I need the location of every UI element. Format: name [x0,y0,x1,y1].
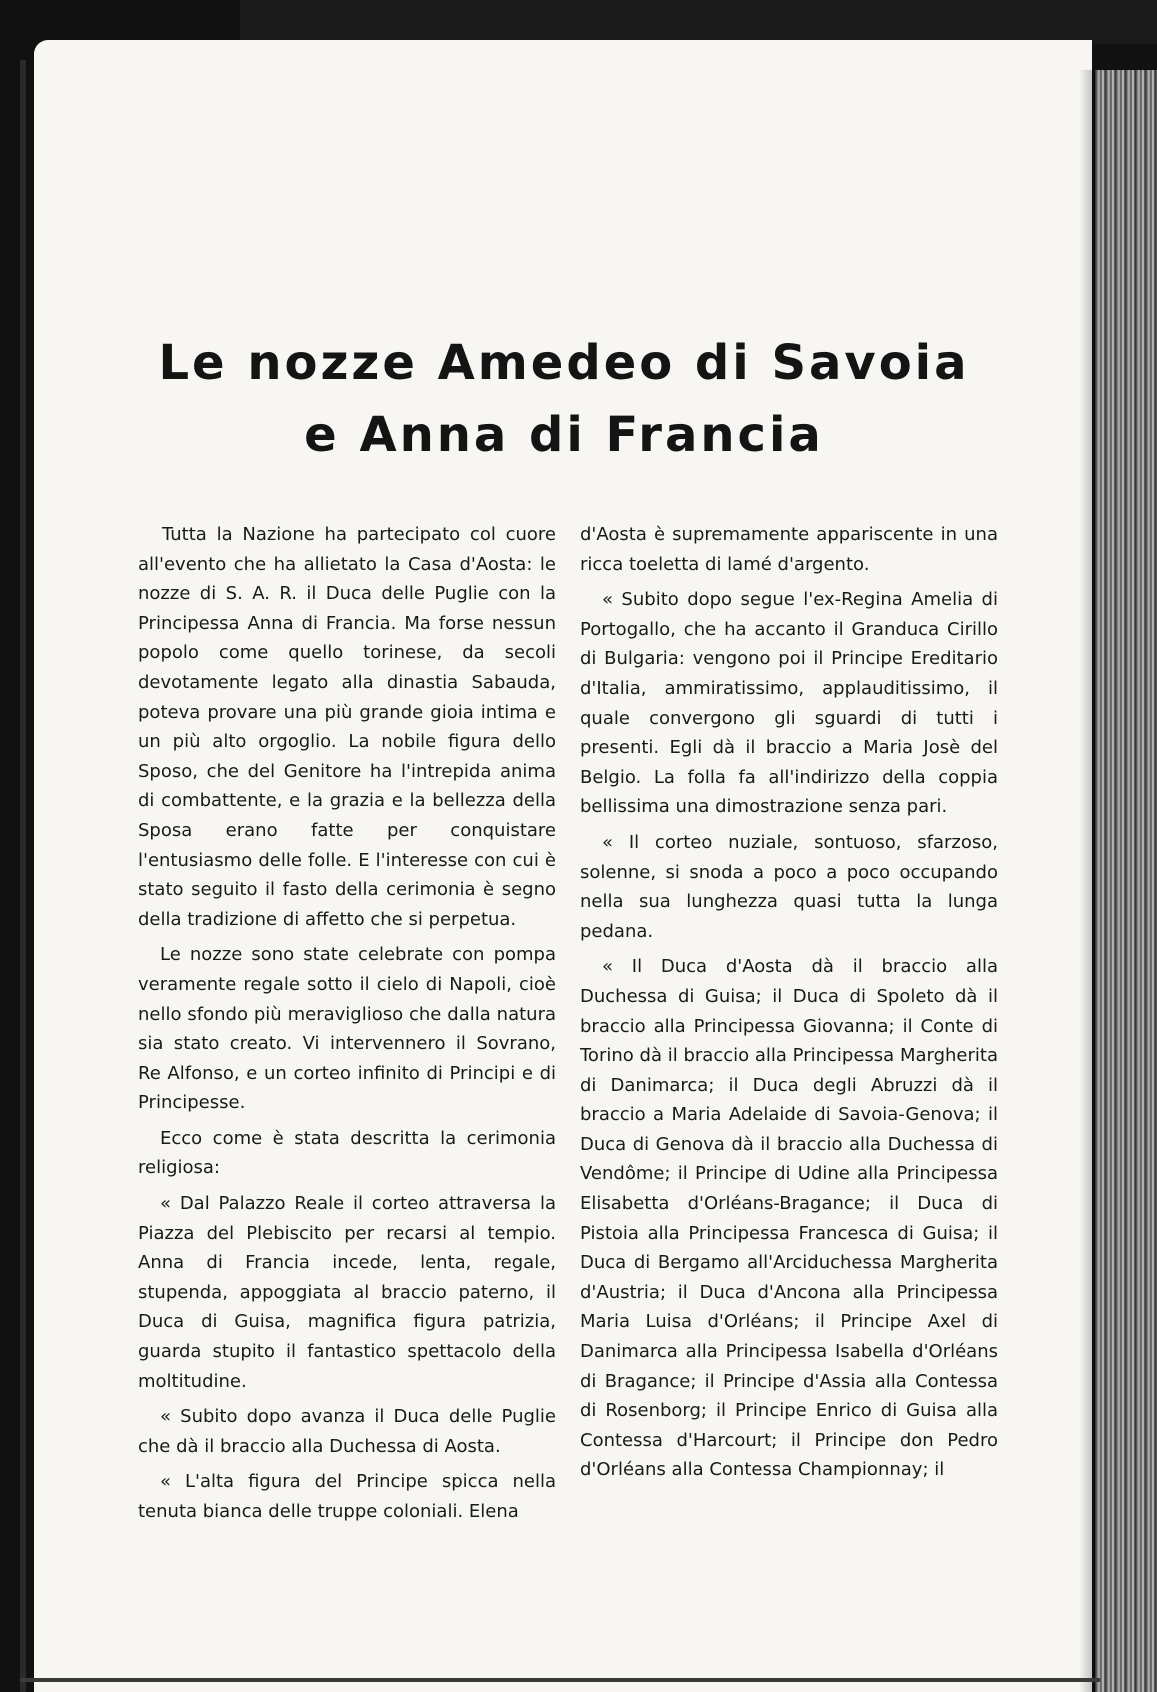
paragraph: Tutta la Nazione ha partecipato col cuore all'evento che ha allietato la Casa d'Aosta: le nozze di S. A. R. il Duca delle Puglie con la Principessa Anna di Francia. Ma forse nessun popolo come quello torinese, da secoli devotamente legato alla dinastia Sabauda, poteva provare una più grande gioia intima e un più alto orgoglio. La nobile figura dello Sposo, che del Genitore ha l'intrepida anima di combattente, e la grazia e la bellezza della Sposa erano fatte per conquistare l'entusiasmo delle folle. E l'interesse con cui è stato seguito il fasto della cerimonia è segno della tradizione di affetto che si perpetua. [138,524,556,930]
scanner-shadow [240,0,1157,44]
paragraph: Le nozze sono state celebrate con pompa veramente regale sotto il cielo di Napoli, cioè nello sfondo più meraviglioso che dalla natura sia stato creato. Vi intervennero il Sovrano, Re Alfonso, e un corteo infinito di Principi e di Principesse. [138,944,556,1114]
title-line-2: e Anna di Francia [304,407,824,464]
paragraph: d'Aosta è supremamente appariscente in una ricca toeletta di lamé d'argento. [580,524,998,575]
right-column [580,520,998,1491]
paragraph: « Subito dopo avanza il Duca delle Puglie che dà il braccio alla Duchessa di Aosta. [138,1406,556,1457]
paragraph: « Subito dopo segue l'ex-Regina Amelia di Portogallo, che ha accanto il Granduca Cirillo di Bulgaria: vengono poi il Principe Ereditario d'Italia, ammiratissimo, applauditissimo, il quale convergono gli sguardi di tutti i presenti. Egli dà il braccio a Maria Josè del Belgio. La folla fa all'indirizzo della coppia bellissima una dimostrazione senza pari. [580,589,998,818]
paragraph: « Il Duca d'Aosta dà il braccio alla Duchessa di Guisa; il Duca di Spoleto dà il braccio alla Principessa Giovanna; il Conte di Torino dà il braccio alla Principessa Margherita di Danimarca; il Duca degli Abruzzi dà il braccio a Maria Adelaide di Savoia-Genova; il Duca di Genova dà il braccio alla Duchessa di Vendôme; il Principe di Udine alla Principessa Elisabetta d'Orléans-Bragance; il Duca di Pistoia alla Principessa Francesca di Guisa; il Duca di Bergamo all'Arciduchessa Margherita d'Austria; il Duca d'Ancona alla Principessa Maria Luisa d'Orléans; il Principe Axel di Danimarca alla Principessa Isabella d'Orléans di Bragance; il Principe d'Assia alla Contessa di Rosenborg; il Principe Enrico di Guisa alla Contessa d'Harcourt; il Principe don Pedro d'Orléans alla Contessa Championnay; il [580,956,998,1481]
paragraph: Ecco come è stata descritta la cerimonia religiosa: [138,1127,556,1179]
book-spine-line [20,60,26,1692]
left-column [138,520,556,1533]
paragraph: « L'alta figura del Principe spicca nella tenuta bianca delle truppe coloniali. Elena [138,1471,556,1522]
paragraph: « Dal Palazzo Reale il corteo attraversa la Piazza del Plebiscito per recarsi al tempio. Anna di Francia incede, lenta, regale, stupenda, appoggiata al braccio paterno, il Duca di Guisa, magnifica figura patrizia, guarda stupito il fantastico spettacolo della moltitudine. [138,1193,556,1392]
magazine-page [34,40,1092,1692]
title-line-1: Le nozze Amedeo di Savoia [158,335,970,392]
book-page-edges [1095,70,1157,1692]
paragraph: « Il corteo nuziale, sontuoso, sfarzoso, solenne, si snoda a poco a poco occupando nella sua lunghezza quasi tutta la lunga pedana. [580,831,998,942]
bottom-edge-line [20,1678,1100,1682]
page-edge-shadow [1079,70,1095,1692]
article-title [104,327,1024,471]
